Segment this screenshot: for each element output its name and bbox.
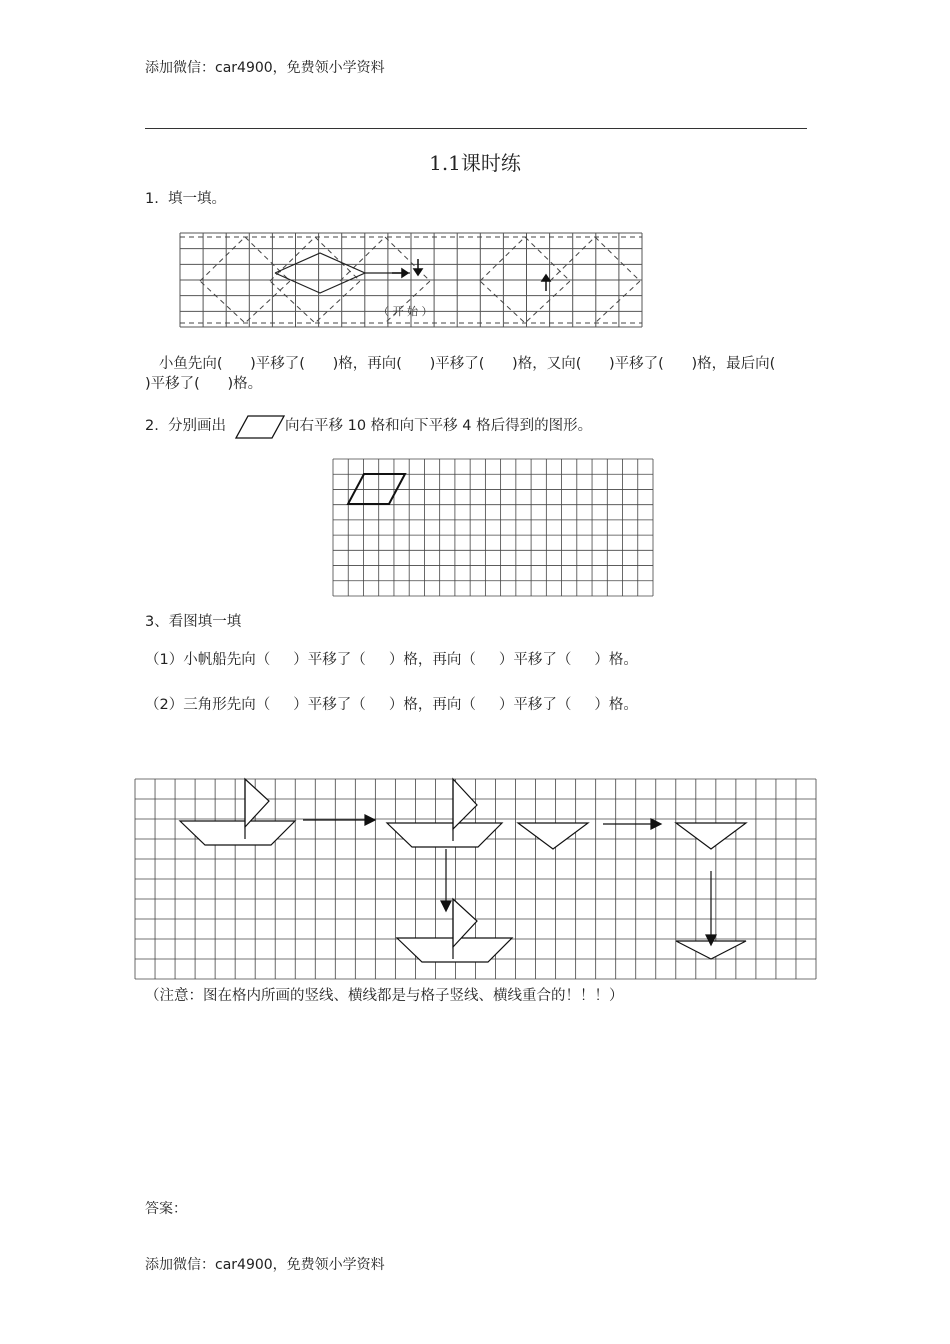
boat-sail-2 xyxy=(453,779,477,829)
q2-drawing-grid xyxy=(333,459,653,596)
triangle-1 xyxy=(518,823,588,849)
answer-label: 答案： xyxy=(145,1201,187,1217)
fish-figure-label: （ 开 始 ） xyxy=(378,305,433,318)
q2-parallelogram xyxy=(348,474,405,504)
header-watermark: 添加微信：car4900，免费领小学资料 xyxy=(145,60,385,76)
footer-watermark: 添加微信：car4900，免费领小学资料 xyxy=(145,1257,385,1273)
parallelogram-inline-icon xyxy=(234,414,286,440)
q3-line2: （2）三角形先向（ ）平移了（ ）格，再向（ ）平移了（ ）格。 xyxy=(145,697,638,713)
q3-label: 3、看图填一填 xyxy=(145,614,242,630)
boat-sail-1 xyxy=(245,779,269,827)
q1-question-text: 小鱼先向( )平移了( )格，再向( )平移了( )格，又向( )平移了( )格，最后向( )平移了( )格。 xyxy=(145,356,803,392)
q3-note: （注意：图在格内所画的竖线、横线都是与格子竖线、横线重合的！！！） xyxy=(145,988,624,1004)
fish-grid-figure xyxy=(180,233,642,327)
q2-suffix: 向右平移 10 格和向下平移 4 格后得到的图形。 xyxy=(285,418,593,434)
page-title: 1.1课时练 xyxy=(429,151,521,175)
boat-hull-1 xyxy=(180,821,295,845)
header-rule xyxy=(145,128,807,129)
q3-boat-grid xyxy=(135,779,816,979)
q3-line1: （1）小帆船先向（ ）平移了（ ）格，再向（ ）平移了（ ）格。 xyxy=(145,652,638,668)
q1-label: 1. 填一填。 xyxy=(145,191,227,207)
q2-prefix: 2. 分别画出 xyxy=(145,418,227,434)
boat-hull-2 xyxy=(387,823,502,847)
